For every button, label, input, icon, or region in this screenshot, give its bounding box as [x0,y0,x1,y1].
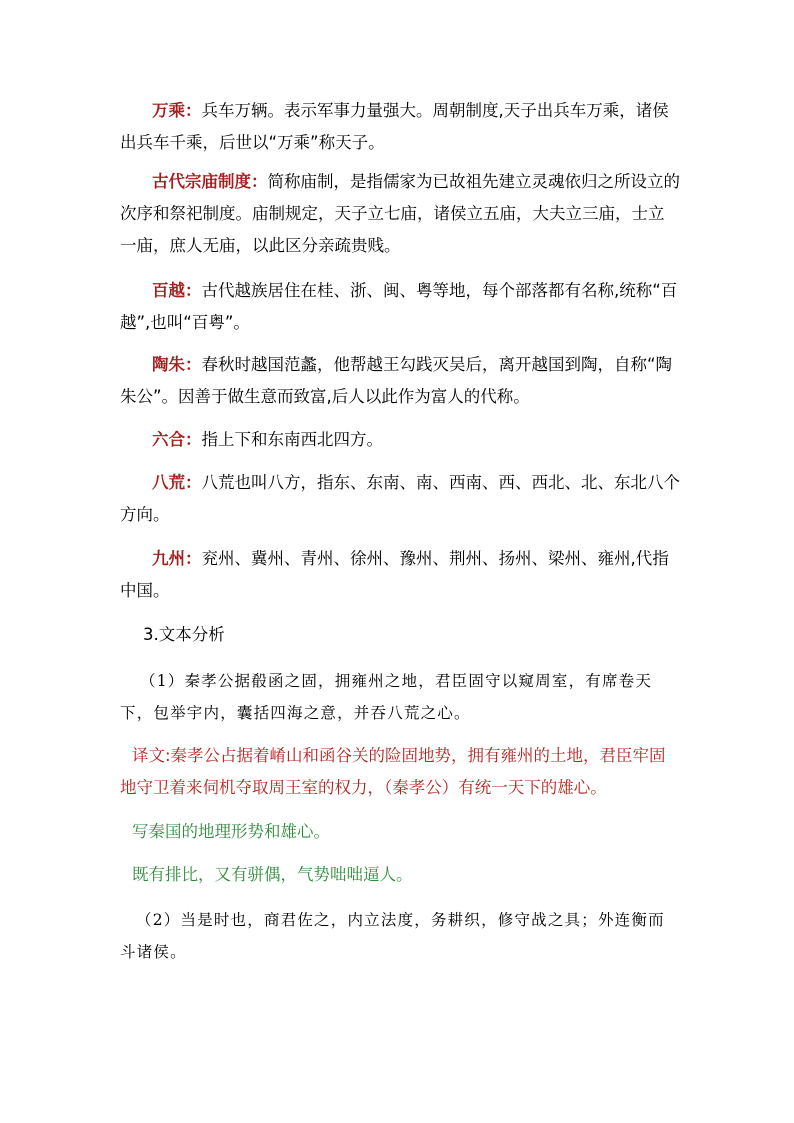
passage-quote-2: （2）当是时也，商君佐之，内立法度，务耕织，修守战之具；外连衡而斗诸侯。 [120,911,665,961]
term-definition: 春秋时越国范蠡，他帮越王勾践灭吴后，离开越国到陶，自称“陶朱公”。因善于做生意而致富,后人以此作为富人的代称。 [120,355,673,406]
term-definition: 兵车万辆。表示军事力量强大。周朝制度,天子出兵车万乘，诸侯出兵车千乘，后世以“万乘”称天子。 [120,101,669,152]
analysis-note-2: 既有排比，又有骈偶，气势咄咄逼人。 [132,865,413,884]
term-label: 古代宗庙制度： [152,172,268,191]
term-entry-taozhu [120,349,680,413]
term-definition: 兖州、冀州、青州、徐州、豫州、荆州、扬州、梁州、雍州,代指中国。 [120,549,669,600]
term-label: 八荒： [152,473,202,492]
term-label: 九州： [152,549,202,568]
analysis-note-1: 写秦国的地理形势和雄心。 [132,822,330,841]
term-entry-bahuang [120,467,680,531]
term-label: 百越： [152,281,202,300]
term-definition: 简称庙制，是指儒家为已故祖先建立灵魂依归之所设立的次序和祭祀制度。庙制规定，天子立七庙，诸侯立五庙，大夫立三庙，士立一庙，庶人无庙，以此区分亲疏贵贱。 [120,172,680,255]
section-heading: 3.文本分析 [143,625,225,644]
term-entry-liuhe [120,424,680,456]
term-entry-jiuzhou [120,543,680,607]
term-label: 六合： [152,430,202,449]
term-label: 陶朱： [152,355,202,374]
translation-text: 译文:秦孝公占据着崤山和函谷关的险固地势，拥有雍州的土地，君臣牢固地守卫着来伺机夺取周王室的权力，（秦孝公）有统一天下的雄心。 [120,746,666,797]
term-entry-baiyue [120,275,680,339]
term-entry-wancheng [120,95,680,159]
term-definition: 八荒也叫八方，指东、东南、南、西南、西、西北、北、东北八个方向。 [120,473,680,524]
term-definition: 古代越族居住在桂、浙、闽、粤等地，每个部落都有名称,统称“百越”,也叫“百粤”。 [120,281,678,332]
passage-quote-1: （1）秦孝公据殽函之固，拥雍州之地，君臣固守以窥周室，有席卷天下，包举宇内，囊括四海之意，并吞八荒之心。 [120,672,653,722]
term-entry-zongmiao [120,166,680,262]
term-label: 万乘： [152,101,202,120]
term-definition: 指上下和东南西北四方。 [201,430,383,449]
